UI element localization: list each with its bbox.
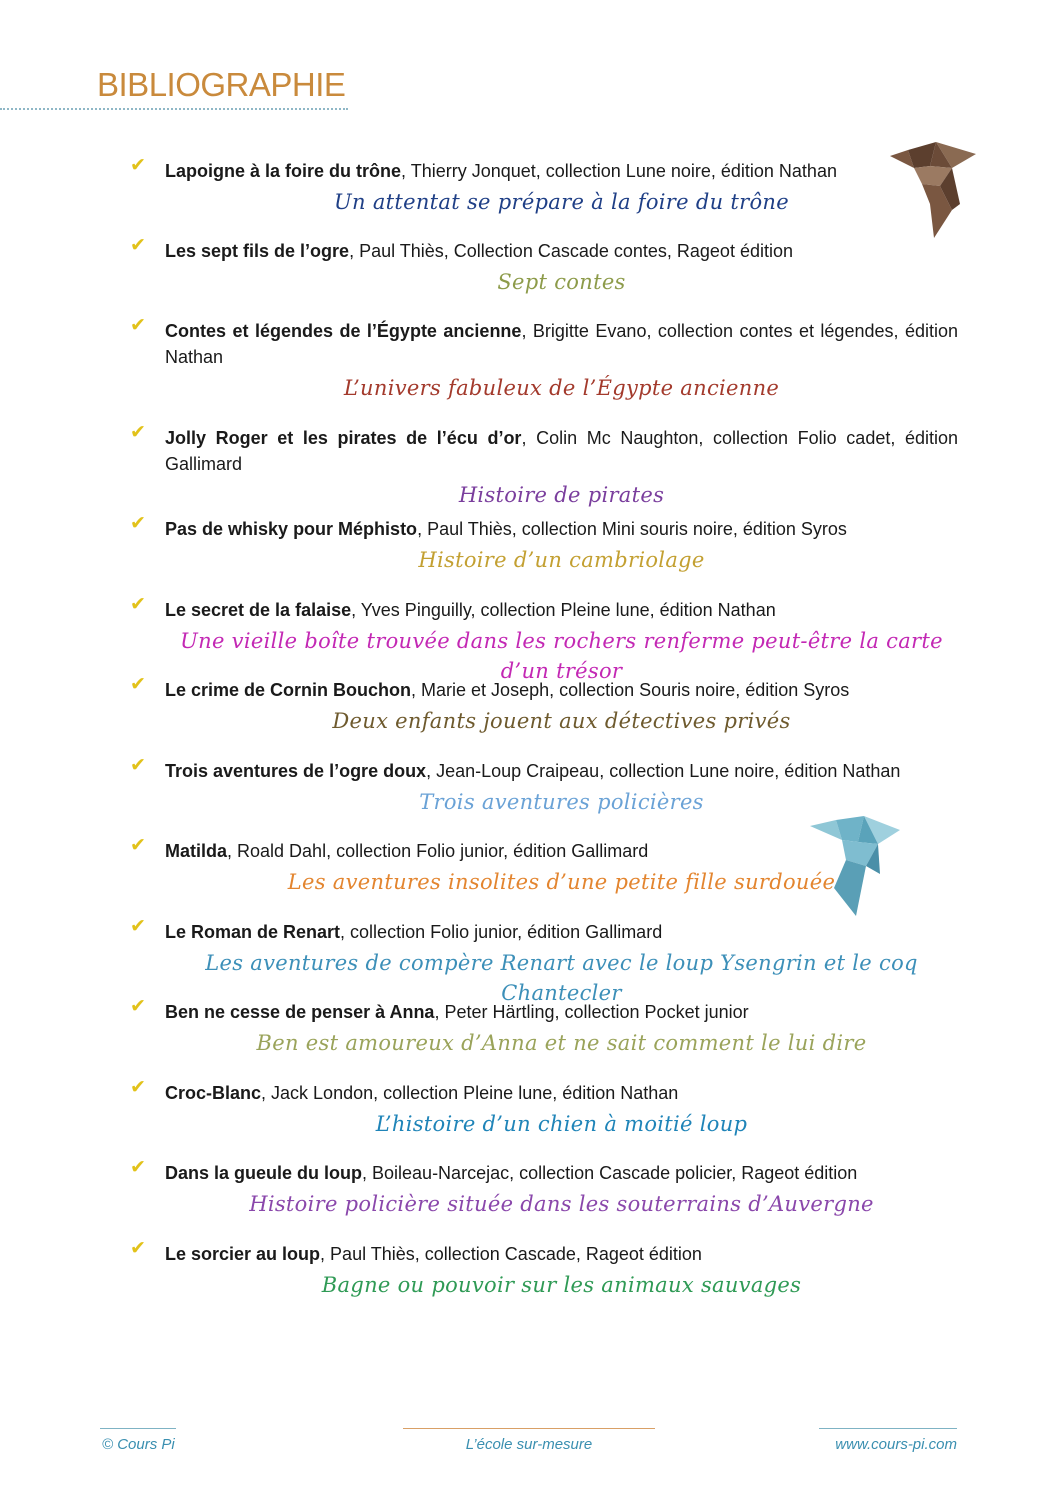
check-icon: ✔ [130,1076,146,1098]
check-icon: ✔ [130,154,146,176]
book-title: Dans la gueule du loup [165,1163,363,1183]
book-description: Les aventures de compère Renart avec le loup Ysengrin et le coq Chantecler [205,951,918,1005]
footer-rule-right [819,1428,957,1429]
footer-rule-left [100,1428,176,1429]
entry-text [165,1080,958,1106]
book-description: Histoire d’un cambriolage [418,548,705,572]
book-title: Croc-Blanc [165,1083,262,1103]
footer-website-link[interactable]: www.cours-pi.com [835,1436,957,1453]
check-icon: ✔ [130,673,146,695]
entry-text [165,677,958,703]
entry-text [165,238,958,264]
check-icon: ✔ [130,915,146,937]
entry-text [165,919,958,945]
book-title: Pas de whisky pour Méphisto [165,519,418,539]
list-item [130,915,958,1008]
book-title: Lapoigne à la foire du trône [165,161,402,181]
footer-rule-center [403,1428,655,1429]
book-title: Matilda [165,841,228,861]
book-description: Histoire de pirates [458,483,665,507]
entry-text [165,758,958,784]
entry-text [165,597,958,623]
book-description: Les aventures insolites d’une petite fille surdouée [287,870,836,894]
check-icon: ✔ [130,995,146,1017]
footer-copyright: © Cours Pi [102,1436,175,1453]
book-details: , Paul Thiès, collection Cascade, Rageot édition [320,1244,702,1264]
list-item [130,512,958,575]
list-item [130,1237,958,1300]
book-details: , Yves Pinguilly, collection Pleine lune, édition Nathan [351,600,776,620]
check-icon: ✔ [130,512,146,534]
entry-text [165,838,958,864]
book-details: , Boileau-Narcejac, collection Cascade policier, Rageot édition [362,1163,858,1183]
list-item [130,754,958,817]
book-description: Un attentat se prépare à la foire du trône [334,190,789,214]
list-item [130,834,958,897]
book-details: , Brigitte Evano, collection contes et légendes, édition Nathan [165,321,959,367]
entry-text [165,158,958,184]
book-details: , Paul Thiès, collection Mini souris noire, édition Syros [417,519,847,539]
book-description: Une vieille boîte trouvée dans les rochers renferme peut-être la carte d’un trésor [180,629,943,683]
entry-text [165,516,958,542]
footer-tagline: L’école sur-mesure [465,1436,593,1453]
check-icon: ✔ [130,314,146,336]
book-description: Deux enfants jouent aux détectives privés [332,709,791,733]
book-details: , Paul Thiès, Collection Cascade contes, Rageot édition [349,241,793,261]
entry-text [165,1160,958,1186]
book-details: , Marie et Joseph, collection Souris noire, édition Syros [411,680,850,700]
book-details: , Jack London, collection Pleine lune, édition Nathan [261,1083,679,1103]
book-details: , Peter Härtling, collection Pocket junior [434,1002,749,1022]
entry-text [165,318,958,370]
book-title: Trois aventures de l’ogre doux [165,761,427,781]
book-details: , Roald Dahl, collection Folio junior, édition Gallimard [227,841,649,861]
book-description: Sept contes [497,270,626,294]
entry-text [165,1241,958,1267]
book-description: Bagne ou pouvoir sur les animaux sauvages [321,1273,802,1297]
book-title: Les sept fils de l’ogre [165,241,350,261]
check-icon: ✔ [130,421,146,443]
book-title: Ben ne cesse de penser à Anna [165,1002,435,1022]
book-title: Le Roman de Renart [165,922,341,942]
check-icon: ✔ [130,1237,146,1259]
book-description: L’histoire d’un chien à moitié loup [375,1112,748,1136]
list-item [130,154,958,217]
entry-text [165,425,958,477]
list-item [130,1076,958,1139]
list-item [130,314,959,403]
list-item [130,673,958,736]
book-description: L’univers fabuleux de l’Égypte ancienne [343,376,780,400]
list-item [130,1156,958,1219]
list-item [130,593,958,686]
book-title: Contes et légendes de l’Égypte ancienne [165,321,522,341]
check-icon: ✔ [130,754,146,776]
book-title: Jolly Roger et les pirates de l’écu d’or [165,428,522,448]
book-title: Le crime de Cornin Bouchon [165,680,412,700]
book-title: Le secret de la falaise [165,600,352,620]
book-description: Histoire policière située dans les souterrains d’Auvergne [249,1192,874,1216]
book-details: , Thierry Jonquet, collection Lune noire, édition Nathan [401,161,837,181]
book-description: Ben est amoureux d’Anna et ne sait comment le lui dire [256,1031,867,1055]
list-item [130,995,958,1058]
list-item [130,421,959,510]
page-title: BIBLIOGRAPHIE [97,66,346,103]
check-icon: ✔ [130,834,146,856]
check-icon: ✔ [130,593,146,615]
book-details: , collection Folio junior, édition Gallimard [340,922,663,942]
book-description: Trois aventures policières [419,790,704,814]
entry-text [165,999,958,1025]
book-title: Le sorcier au loup [165,1244,321,1264]
book-details: , Jean-Loup Craipeau, collection Lune noire, édition Nathan [426,761,901,781]
list-item [130,234,958,297]
book-details: , Colin Mc Naughton, collection Folio cadet, édition Gallimard [165,428,959,474]
check-icon: ✔ [130,1156,146,1178]
check-icon: ✔ [130,234,146,256]
